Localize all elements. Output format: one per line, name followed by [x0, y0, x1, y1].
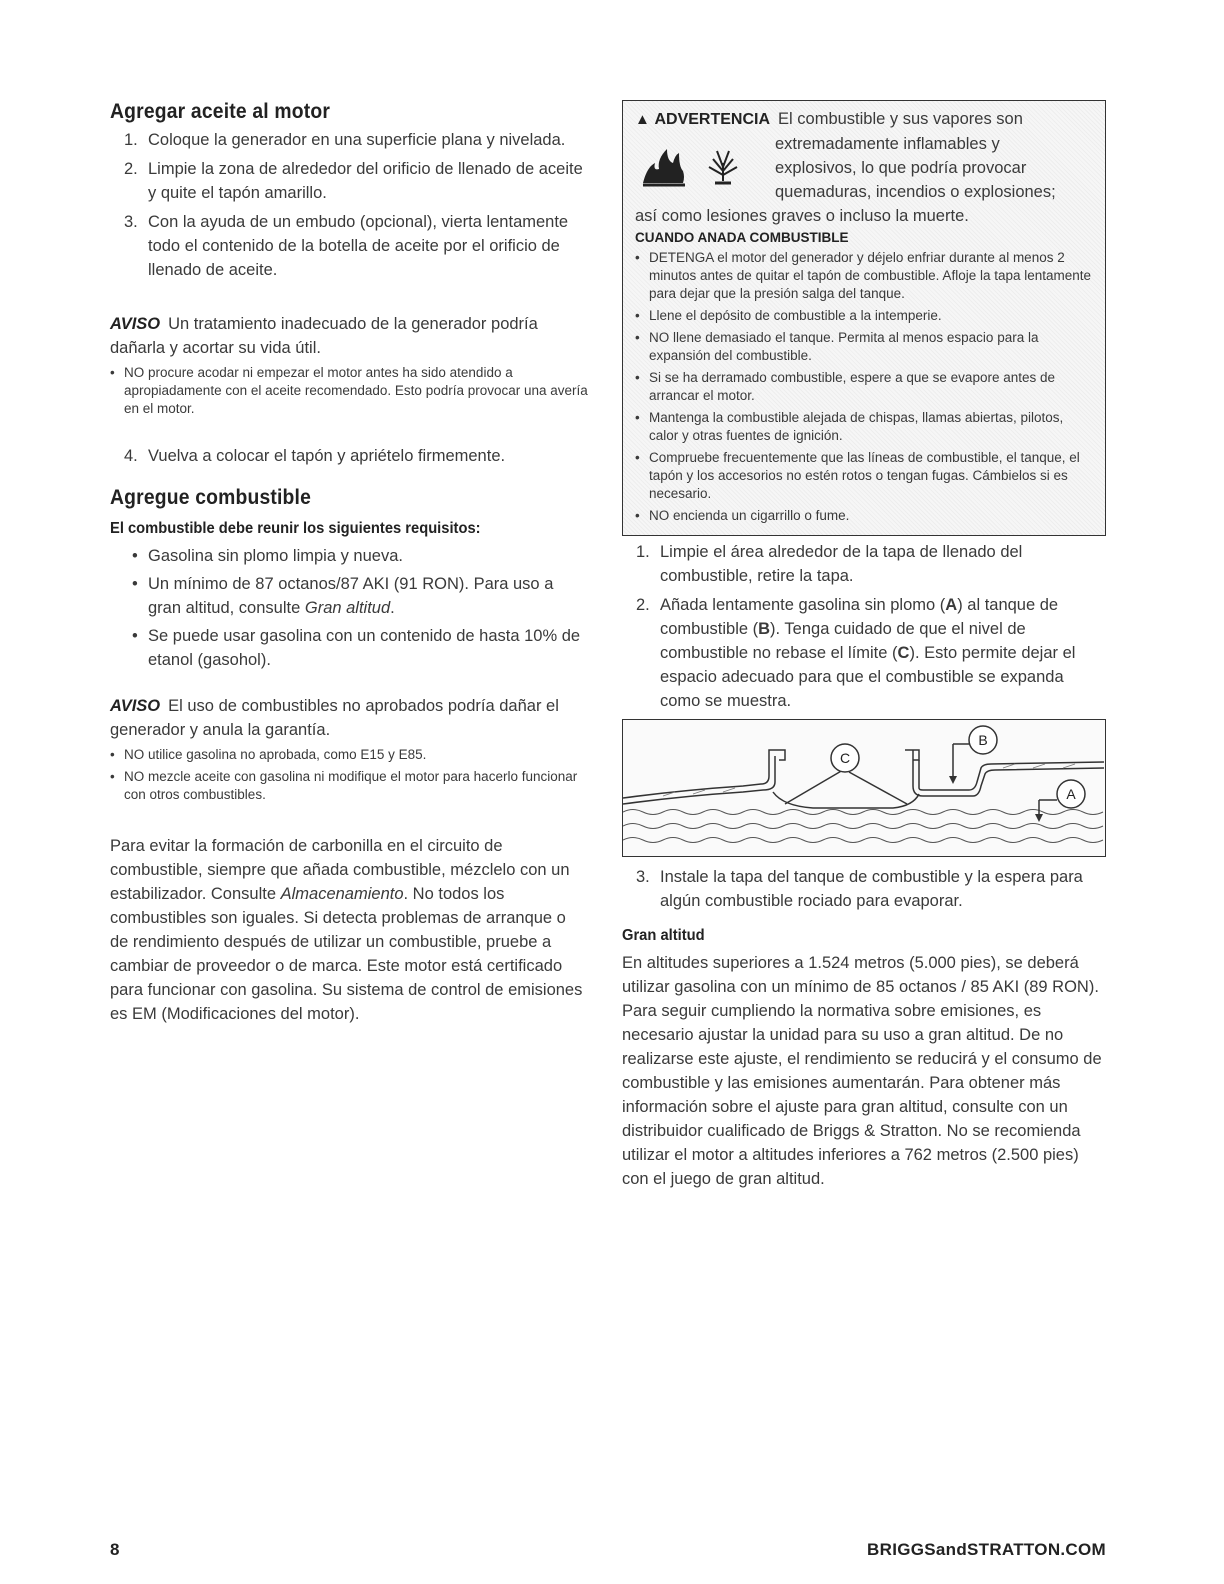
- when-adding-fuel-label: CUANDO ANADA COMBUSTIBLE: [635, 230, 849, 245]
- cross-reference: Gran altitud: [304, 599, 391, 617]
- fuel-requirements: [110, 544, 588, 672]
- altitude-paragraph: En altitudes superiores a 1.524 metros (5.000 pies), se deberá utilizar gasolina con un mínimo de 85 octanos / 85 AKI (89 RON). Para seguir cumpliendo la normativa sobre emisiones, es necesario ajustar la unidad para su uso a gran altitud. De no realizarse este ajuste, el rendimiento se reducirá y el consumo de combustible y las emisiones aumentarán. Para obtener más información sobre el ajuste para gran altitud, consulte con un distribuidor cualificado de Briggs & Stratton. No se recomienda utilizar el motor a altitudes inferiores a 762 metros (2.500 pies) con el juego de gran altitud.: [622, 954, 1102, 1188]
- warning-bullets: [635, 249, 1095, 525]
- explosion-icon: [709, 151, 737, 183]
- left-column: [110, 100, 588, 1026]
- right-column: [622, 100, 1106, 1191]
- arrow-head: [949, 776, 957, 784]
- fire-icon: [639, 137, 769, 189]
- aviso-text: El uso de combustibles no aprobados podría dañar el generador y anula la garantía.: [110, 697, 559, 739]
- list-item: 3. Instale la tapa del tanque de combustible y la espera para algún combustible rociado para evaporar.: [636, 868, 1083, 910]
- tank-top-outline: [623, 750, 1104, 808]
- list-item: • Un mínimo de 87 octanos/87 AKI (91 RON). Para uso a gran altitud, consulte Gran altitud.: [110, 572, 588, 620]
- callout-c-label: C: [839, 750, 851, 766]
- aviso-bullets-fuel: [110, 746, 588, 804]
- altitude-heading: Gran altitud: [622, 927, 705, 944]
- callout-b-label: B: [978, 732, 988, 748]
- fuel-heading: Agregue combustible: [110, 486, 312, 509]
- fuel-tank-diagram: [623, 720, 1104, 854]
- aviso-bullets-oil: [110, 364, 588, 418]
- warning-header: ▲ ADVERTENCIA El combustible y sus vapores son extremadamente inflamables y explosivos, lo que podría provocar quemaduras, incendios o explosiones; así como lesiones graves o incluso la muerte.: [635, 110, 1056, 225]
- fuel-level-diagram: [622, 719, 1106, 857]
- page-number: 8: [110, 1540, 120, 1559]
- warning-triangle-icon: ▲: [635, 111, 650, 128]
- fuel-subheading: El combustible debe reunir los siguientes requisitos:: [110, 520, 481, 537]
- list-item: • NO procure acodar ni empezar el motor antes ha sido atendido a apropiadamente con el aceite recomendado. Esto podría provocar una avería en el motor.: [110, 364, 588, 418]
- aviso-label: AVISO: [110, 315, 161, 333]
- list-item: • NO llene demasiado el tanque. Permita al menos espacio para la expansión del combustible.: [635, 329, 1095, 365]
- arrow-head: [1035, 814, 1043, 822]
- list-item: • Se puede usar gasolina con un contenido de hasta 10% de etanol (gasohol).: [110, 624, 588, 672]
- fuel-step-3: [622, 865, 1106, 913]
- hatch-lines: [663, 764, 1075, 796]
- oil-heading: Agregar aceite al motor: [110, 100, 331, 123]
- oil-steps: [110, 128, 588, 282]
- warning-icons: [639, 137, 769, 189]
- list-item: • DETENGA el motor del generador y déjelo enfriar durante al menos 2 minutos antes de quitar el tapón de combustible. Afloje la tapa lentamente para dejar que la presión salga del tanque.: [635, 249, 1095, 303]
- list-item: 3. Con la ayuda de un embudo (opcional), vierta lentamente todo el contenido de la botella de aceite por el orificio de llenado de aceite.: [124, 213, 569, 279]
- fuel-warning-box: [622, 100, 1106, 536]
- list-item: • Gasolina sin plomo limpia y nueva.: [110, 544, 588, 568]
- stabilizer-paragraph: Para evitar la formación de carbonilla en el circuito de combustible, siempre que añada combustible, mézclelo con un estabilizador. Consulte Almacenamiento. No todos los combustibles son iguales. Si detecta problemas de arranque o de rendimiento después de utilizar un combustible, pruebe a cambiar de proveedor o de marca. Este motor está certificado para funcionar con gasolina. Su sistema de control de emisiones es EM (Modificaciones del motor).: [110, 837, 583, 1023]
- list-item: 2. Limpie la zona de alrededor del orificio de llenado de aceite y quite el tapón amarillo.: [124, 160, 583, 202]
- fuel-steps: [622, 540, 1106, 713]
- list-item: • Si se ha derramado combustible, espere a que se evapore antes de arrancar el motor.: [635, 369, 1095, 405]
- oil-step-4: [110, 444, 588, 468]
- list-item: • Mantenga la combustible alejada de chispas, llamas abiertas, pilotos, calor y otras fuentes de ignición.: [635, 409, 1095, 445]
- list-item: • Compruebe frecuentemente que las líneas de combustible, el tanque, el tapón y los accesorios no estén rotos o tengan fugas. Cámbielos si es necesario.: [635, 449, 1095, 503]
- aviso-label: AVISO: [110, 697, 161, 715]
- callout-a-label: A: [1066, 786, 1076, 802]
- list-item: 1. Coloque la generador en una superficie plana y nivelada.: [124, 131, 566, 149]
- list-item: 2. Añada lentamente gasolina sin plomo (A) al tanque de combustible (B). Tenga cuidado de que el nivel de combustible no rebase el límite (C). Esto permite dejar el espacio adecuado para que el combustible se expanda como se muestra.: [636, 596, 1076, 710]
- footer-website: BRIGGSandSTRATTON.COM: [867, 1540, 1106, 1559]
- list-item: • NO mezcle aceite con gasolina ni modifique el motor para hacerlo funcionar con otros combustibles.: [110, 768, 588, 804]
- list-item: • Llene el depósito de combustible a la intemperie.: [635, 307, 1095, 325]
- list-item: • NO encienda un cigarrillo o fume.: [635, 507, 1095, 525]
- aviso-notice-oil: [110, 312, 588, 360]
- pointer-lines: [785, 744, 1039, 816]
- aviso-notice-fuel: [110, 694, 588, 742]
- list-item: 4. Vuelva a colocar el tapón y apriételo firmemente.: [124, 447, 506, 465]
- fuel-waves: [623, 810, 1103, 843]
- list-item: • NO utilice gasolina no aprobada, como E15 y E85.: [110, 746, 588, 764]
- warning-label: ADVERTENCIA: [654, 111, 771, 128]
- list-item: 1. Limpie el área alrededor de la tapa de llenado del combustible, retire la tapa.: [636, 543, 1023, 585]
- aviso-text: Un tratamiento inadecuado de la generador podría dañarla y acortar su vida útil.: [110, 315, 538, 357]
- cross-reference: Almacenamiento: [280, 885, 404, 903]
